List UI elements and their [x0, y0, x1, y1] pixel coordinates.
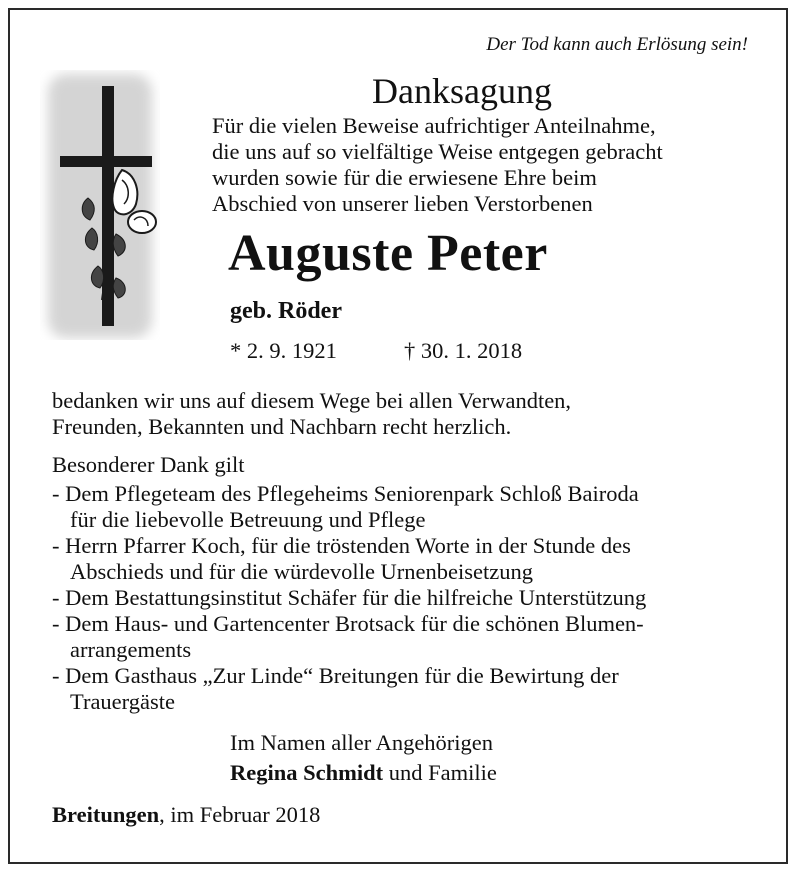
intro-line: wurden sowie für die erwiesene Ehre beim	[212, 165, 597, 190]
intro-line: Für die vielen Beweise aufrichtiger Anteilnahme,	[212, 113, 656, 138]
special-thanks-heading: Besonderer Dank gilt	[52, 452, 245, 477]
list-item: - Dem Haus- und Gartencenter Brotsack für die schönen Blumen-	[52, 611, 644, 636]
body-line: Freunden, Bekannten und Nachbarn recht herzlich.	[52, 414, 512, 439]
motto: Der Tod kann auch Erlösung sein!	[486, 34, 748, 55]
signature-names	[230, 760, 497, 786]
signatory-suffix: und Familie	[383, 760, 497, 785]
maiden-name: geb. Röder	[230, 298, 342, 324]
death-date: † 30. 1. 2018	[404, 338, 523, 363]
list-item-continuation: Trauergäste	[70, 689, 175, 714]
list-item-continuation: für die liebevolle Betreuung und Pflege	[70, 507, 426, 532]
signature-line: Im Namen aller Angehörigen	[230, 730, 494, 755]
list-item: - Herrn Pfarrer Koch, für die tröstenden Worte in der Stunde des	[52, 533, 631, 558]
birth-date: * 2. 9. 1921	[230, 338, 337, 363]
intro-line: Abschied von unserer lieben Verstorbenen	[212, 191, 593, 216]
list-item: - Dem Pflegeteam des Pflegeheims Seniorenpark Schloß Bairoda	[52, 481, 639, 506]
place-city: Breitungen	[52, 802, 160, 827]
list-item-continuation: arrangements	[70, 637, 192, 662]
intro-line: die uns auf so vielfältige Weise entgegen gebracht	[212, 139, 663, 164]
cross-with-rose-icon	[40, 70, 160, 340]
intro-paragraph	[212, 113, 663, 217]
list-item: - Dem Gasthaus „Zur Linde“ Breitungen für die Bewirtung der	[52, 663, 619, 688]
thanks-paragraph	[52, 388, 571, 440]
list-item: - Dem Bestattungsinstitut Schäfer für die hilfreiche Unterstützung	[52, 585, 647, 610]
body-line: bedanken wir uns auf diesem Wege bei allen Verwandten,	[52, 388, 572, 413]
place-and-date	[52, 802, 320, 828]
page-title: Danksagung	[372, 71, 552, 111]
deceased-name: Auguste Peter	[228, 225, 548, 282]
list-item-continuation: Abschieds und für die würdevolle Urnenbeisetzung	[70, 559, 533, 584]
place-date: , im Februar 2018	[159, 802, 321, 827]
signatory-name: Regina Schmidt	[230, 760, 384, 785]
thanks-list	[52, 481, 646, 715]
